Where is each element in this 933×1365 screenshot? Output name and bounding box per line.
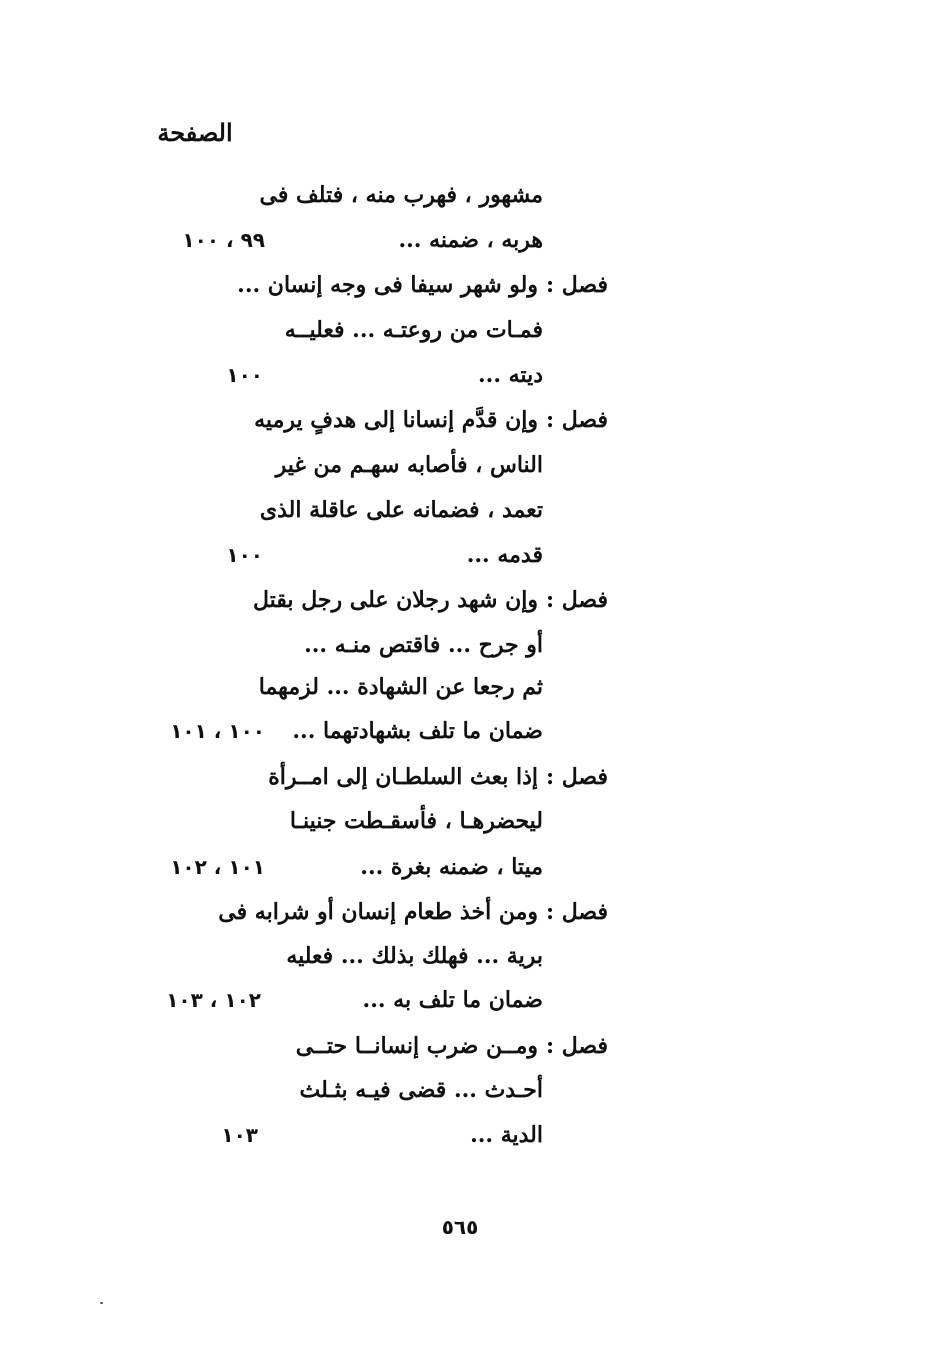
entry-text: وإن شهد رجلان على رجل بقتل [252,587,538,613]
section-label: فصل : [545,1033,608,1059]
page-number: ٥٦٥ [441,1215,479,1239]
entry-text: ومــن ضرب إنسانــا حتــى [295,1033,538,1059]
page-reference: ٩٩ ، ١٠٠ [182,228,265,252]
entry-text: ثم رجعا عن الشهادة ... لزمهما [258,674,543,700]
page-reference: ١٠١ ، ١٠٢ [170,855,265,879]
entry-text: أو جرح ... فاقتص منـه ... [304,632,543,658]
page-reference: ١٠٠ [226,363,263,387]
page-reference: ١٠٢ ، ١٠٣ [166,988,261,1012]
page-column-header: الصفحة [157,118,233,147]
entry-text: أحـدث ... قضى فيـه بثـلث [299,1077,543,1103]
entry-text: ومن أخذ طعام إنسان أو شرابه فى [218,899,538,925]
entry-text: ليحضرهـا ، فأسقـطت جنينـا [289,808,543,834]
page-reference: ١٠٣ [221,1123,258,1147]
entry-text: تعمد ، فضمانه على عاقلة الذى [259,497,543,523]
section-label: فصل : [545,272,608,298]
page-reference: ١٠٠ ، ١٠١ [170,719,265,743]
section-label: فصل : [545,899,608,925]
entry-text: الدية ... [470,1122,543,1148]
entry-text: ضمان ما تلف بشهادتهما ... [292,718,543,744]
entry-text: هربه ، ضمنه ... [398,227,543,253]
entry-text: ضمان ما تلف به ... [362,987,543,1013]
entry-text: ميتا ، ضمنه بغرة ... [360,854,543,880]
section-label: فصل : [545,587,608,613]
entry-text: برية ... فهلك بذلك ... فعليه [286,943,543,969]
section-label: فصل : [545,407,608,433]
page-reference: ١٠٠ [226,543,263,567]
entry-text: مشهور ، فهرب منه ، فتلف فى [259,182,543,208]
entry-text: الناس ، فأصابه سهـم من غير [275,452,543,478]
entry-text: ولو شهر سيفا فى وجه إنسان ... [237,272,538,298]
scan-speck [100,1302,103,1304]
entry-text: ديته ... [478,362,543,388]
entry-text: وإن قدَّم إنسانا إلى هدفٍ يرميه [254,407,538,433]
entry-text: إذا بعث السلطـان إلى امــرأة [268,764,538,790]
entry-text: فمـات من روعتـه ... فعليــه [284,317,543,343]
section-label: فصل : [545,764,608,790]
entry-text: قدمه ... [466,542,543,568]
